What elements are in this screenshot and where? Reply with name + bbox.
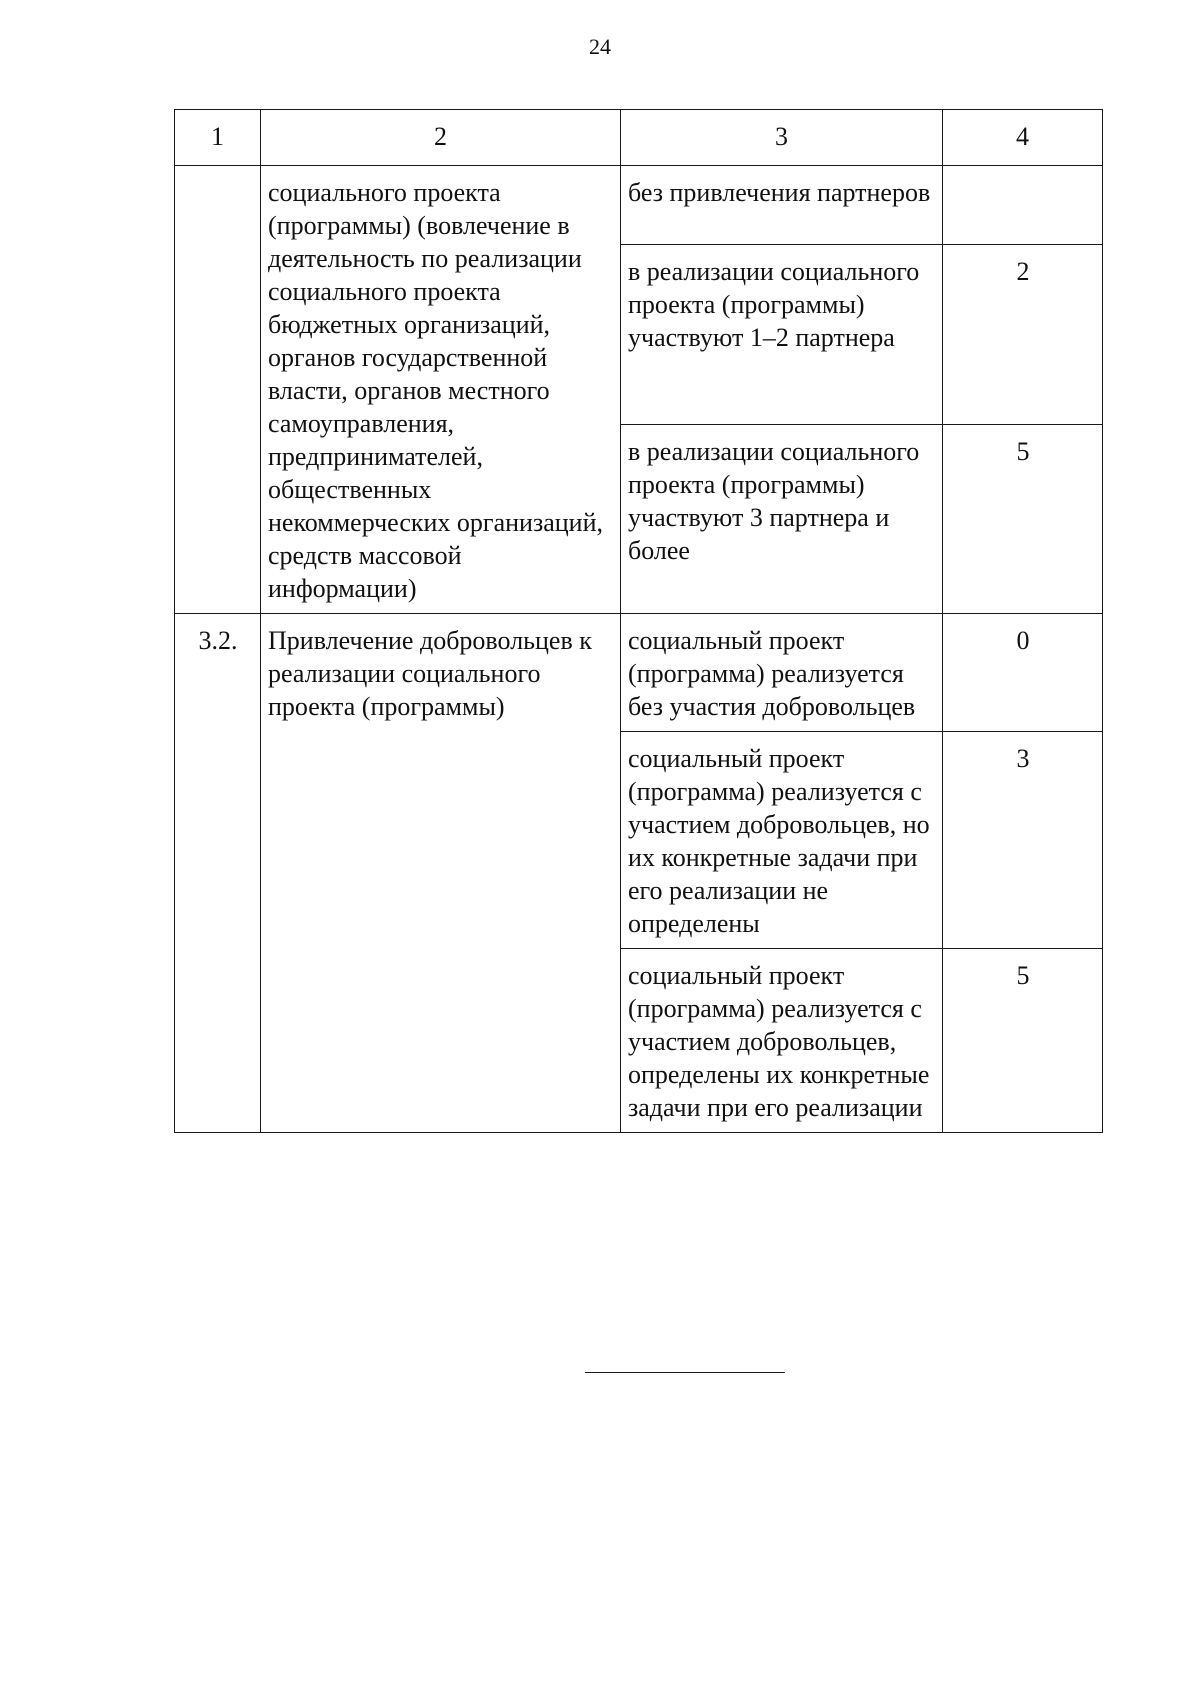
option-score: 0 <box>943 614 1103 732</box>
option-score: 5 <box>943 425 1103 614</box>
end-separator-line <box>585 1372 785 1373</box>
option-text: без привлечения партнеров <box>621 166 943 245</box>
header-cell-2: 2 <box>261 110 621 166</box>
table-header-row <box>175 110 1103 166</box>
criteria-table <box>174 109 1103 1133</box>
row-number: 3.2. <box>175 614 261 1133</box>
row-number <box>175 166 261 614</box>
table-row <box>175 166 1103 245</box>
criterion-text: Привлечение добровольцев к реализации социального проекта (программы) <box>261 614 621 1133</box>
option-text: социальный проект (программа) реализуется с участием добровольцев, но их конкретные задачи при его реализации не определены <box>621 732 943 949</box>
criterion-text: социального проекта (программы) (вовлечение в деятельность по реализации социального проекта бюджетных организаций, органов государственной власти, органов местного самоуправления, предпринимателей, общественных некоммерческих организаций, средств массовой информации) <box>261 166 621 614</box>
header-cell-1: 1 <box>175 110 261 166</box>
option-text: социальный проект (программа) реализуется с участием добровольцев, определены их конкретные задачи при его реализации <box>621 949 943 1133</box>
option-text: в реализации социального проекта (программы) участвуют 3 партнера и более <box>621 425 943 614</box>
option-score: 2 <box>943 245 1103 425</box>
option-score <box>943 166 1103 245</box>
option-score: 5 <box>943 949 1103 1133</box>
option-text: социальный проект (программа) реализуется без участия добровольцев <box>621 614 943 732</box>
option-score: 3 <box>943 732 1103 949</box>
option-text: в реализации социального проекта (программы) участвуют 1–2 партнера <box>621 245 943 425</box>
page-number: 24 <box>589 34 611 59</box>
header-cell-3: 3 <box>621 110 943 166</box>
header-cell-4: 4 <box>943 110 1103 166</box>
table-row <box>175 614 1103 732</box>
